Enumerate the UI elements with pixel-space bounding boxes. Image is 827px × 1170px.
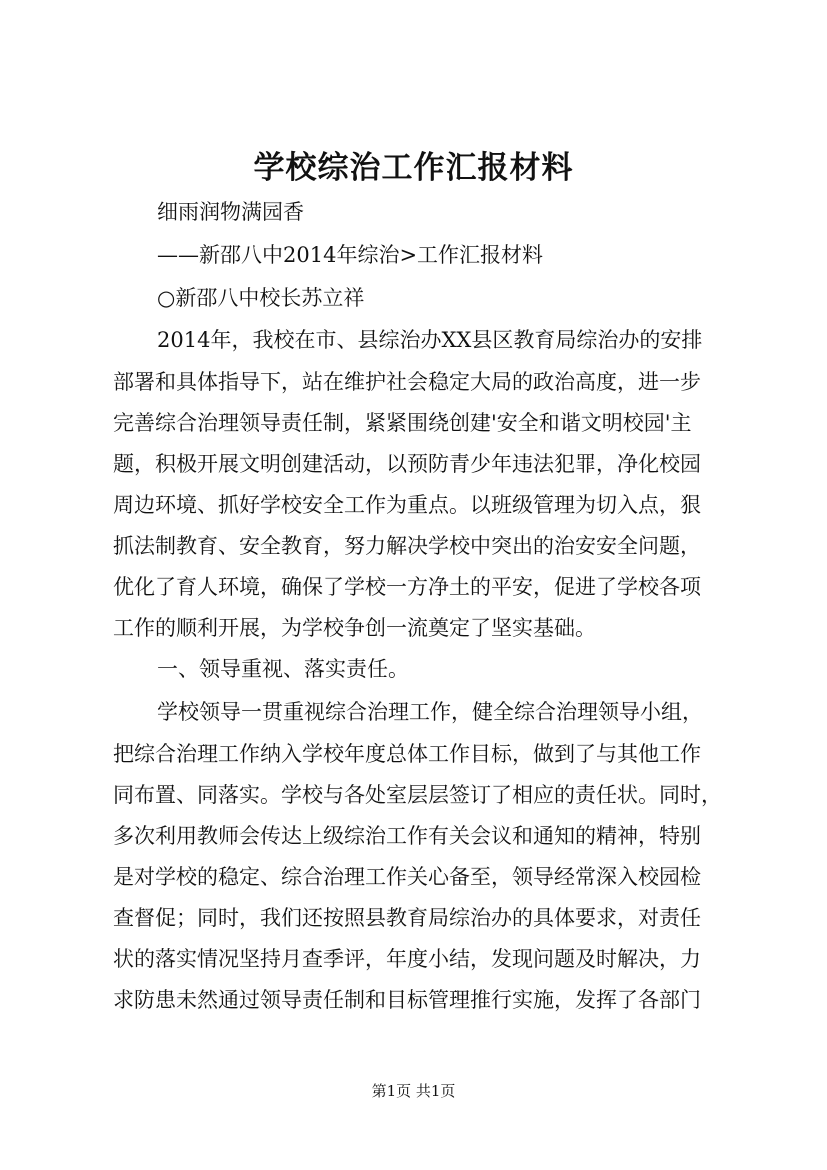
page-number-footer: 第1页 共1页 <box>371 1082 456 1100</box>
paragraph-line: 学校领导一贯重视综合治理工作，健全综合治理领导小组， <box>157 700 703 724</box>
subtitle: 细雨润物满园香 <box>157 200 304 224</box>
subheading: ——新邵八中2014年综治>工作汇报材料 <box>157 243 544 267</box>
paragraph-line: 查督促；同时，我们还按照县教育局综治办的具体要求，对责任 <box>113 906 701 930</box>
paragraph-line: 抓法制教育、安全教育，努力解决学校中突出的治安安全问题， <box>113 534 701 558</box>
paragraph-line: 把综合治理工作纳入学校年度总体工作目标，做到了与其他工作 <box>113 742 701 766</box>
paragraph-line: 状的落实情况坚持月查季评，年度小结，发现问题及时解决，力 <box>113 947 701 971</box>
document-title: 学校综治工作汇报材料 <box>253 150 574 186</box>
paragraph-line: 求防患未然通过领导责任制和目标管理推行实施，发挥了各部门 <box>113 988 701 1012</box>
paragraph-line: 同布置、同落实。学校与各处室层层签订了相应的责任状。同时， <box>113 783 722 807</box>
paragraph-line: 题，积极开展文明创建活动，以预防青少年违法犯罪，净化校园 <box>113 452 701 476</box>
section-1-heading: 一、领导重视、落实责任。 <box>157 657 409 681</box>
paragraph-line: 2014年，我校在市、县综治办XX县区教育局综治办的安排 <box>157 328 703 352</box>
author-line: ○新邵八中校长苏立祥 <box>157 286 365 310</box>
paragraph-line: 部署和具体指导下，站在维护社会稳定大局的政治高度，进一步 <box>113 370 701 394</box>
paragraph-line: 周边环境、抓好学校安全工作为重点。以班级管理为切入点，狠 <box>113 493 701 517</box>
paragraph-line: 优化了育人环境，确保了学校一方净土的平安，促进了学校各项 <box>113 575 701 599</box>
paragraph-line: 多次利用教师会传达上级综治工作有关会议和通知的精神，特别 <box>113 824 701 848</box>
paragraph-line: 是对学校的稳定、综合治理工作关心备至，领导经常深入校园检 <box>113 865 701 889</box>
paragraph-line: 工作的顺利开展，为学校争创一流奠定了坚实基础。 <box>113 616 596 640</box>
paragraph-line: 完善综合治理领导责任制，紧紧围绕创建'安全和谐文明校园'主 <box>113 411 692 435</box>
